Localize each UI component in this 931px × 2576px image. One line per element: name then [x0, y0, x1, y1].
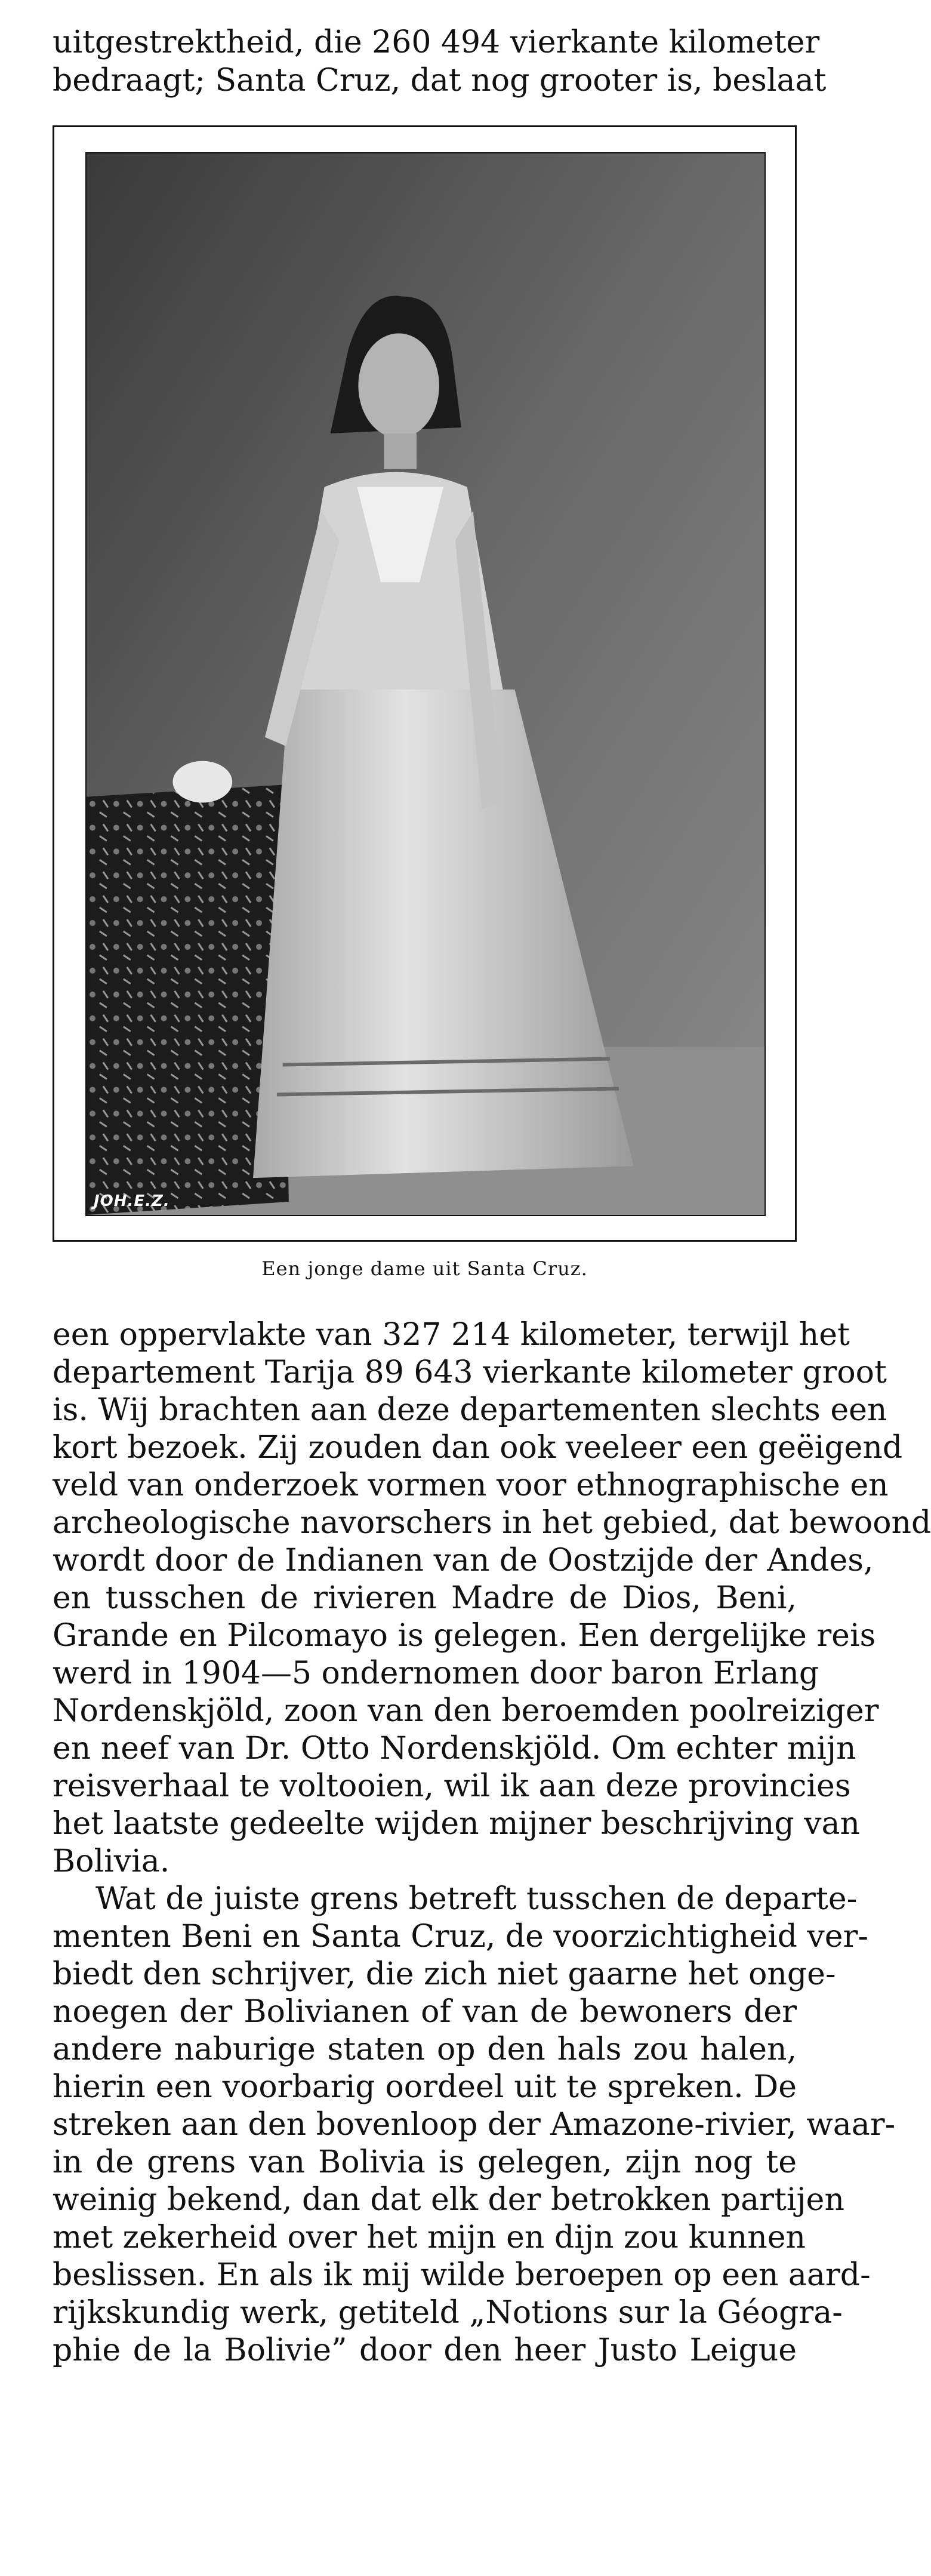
- figure-frame: [53, 125, 797, 1242]
- text-line: is. Wij brachten aan deze departementen slechts een: [53, 1392, 887, 1428]
- text-line: Bolivia.: [53, 1843, 170, 1879]
- text-line: phie de la Bolivie” door den heer Justo Leigue: [53, 2332, 797, 2368]
- text-line: werd in 1904—5 ondernomen door baron Erlang: [53, 1655, 819, 1691]
- text-line: andere naburige staten op den hals zou halen,: [53, 2032, 797, 2067]
- text-line: hierin een voorbarig oordeel uit te spreken. De: [53, 2069, 797, 2105]
- text-line: weinig bekend, dan dat elk der betrokken partijen: [53, 2182, 844, 2218]
- text-line: en neef van Dr. Otto Nordenskjöld. Om echter mijn: [53, 1731, 856, 1766]
- text-line: biedt den schrijver, die zich niet gaarne het onge-: [53, 1956, 836, 1992]
- text-line: kort bezoek. Zij zouden dan ook veeleer een geëigend: [53, 1430, 903, 1466]
- text-line: Grande en Pilcomayo is gelegen. Een dergelijke reis: [53, 1618, 876, 1654]
- text-line: en tusschen de rivieren Madre de Dios, Beni,: [53, 1580, 797, 1616]
- text-line: Wat de juiste grens betreft tusschen de departe-: [95, 1881, 858, 1917]
- text-line: veld van onderzoek vormen voor ethnographische en: [53, 1467, 889, 1503]
- portrait-image: [87, 153, 764, 1215]
- text-line: noegen der Bolivianen of van de bewoners der: [53, 1994, 797, 2030]
- text-line: met zekerheid over het mijn en dijn zou kunnen: [53, 2220, 806, 2255]
- text-line: in de grens van Bolivia is gelegen, zijn nog te: [53, 2144, 797, 2180]
- text-line: het laatste gedeelte wijden mijner beschrijving van: [53, 1806, 861, 1842]
- text-line: rijkskundig werk, getiteld „Notions sur la Géogra-: [53, 2295, 843, 2331]
- text-line: een oppervlakte van 327 214 kilometer, terwijl het: [53, 1317, 850, 1353]
- text-line: menten Beni en Santa Cruz, de voorzichtigheid ver-: [53, 1919, 869, 1955]
- figure-caption: Een jonge dame uit Santa Cruz.: [261, 1257, 588, 1280]
- text-line: departement Tarija 89 643 vierkante kilometer groot: [53, 1355, 887, 1390]
- text-line: bedraagt; Santa Cruz, dat nog grooter is, beslaat: [53, 63, 827, 99]
- text-line: wordt door de Indianen van de Oostzijde der Andes,: [53, 1543, 874, 1578]
- text-line: uitgestrektheid, die 260 494 vierkante kilometer: [53, 24, 820, 60]
- text-line: Nordenskjöld, zoon van den beroemden poolreiziger: [53, 1693, 879, 1729]
- text-line: beslissen. En als ik mij wilde beroepen op een aard-: [53, 2257, 871, 2293]
- text-line: archeologische navorschers in het gebied, dat bewoond: [53, 1505, 931, 1541]
- portrait-photograph: [85, 152, 766, 1216]
- text-line: streken aan den bovenloop der Amazone-rivier, waar-: [53, 2107, 896, 2143]
- photographer-signature: JOH.E.Z.: [94, 1192, 170, 1210]
- text-line: reisverhaal te voltooien, wil ik aan deze provincies: [53, 1768, 851, 1804]
